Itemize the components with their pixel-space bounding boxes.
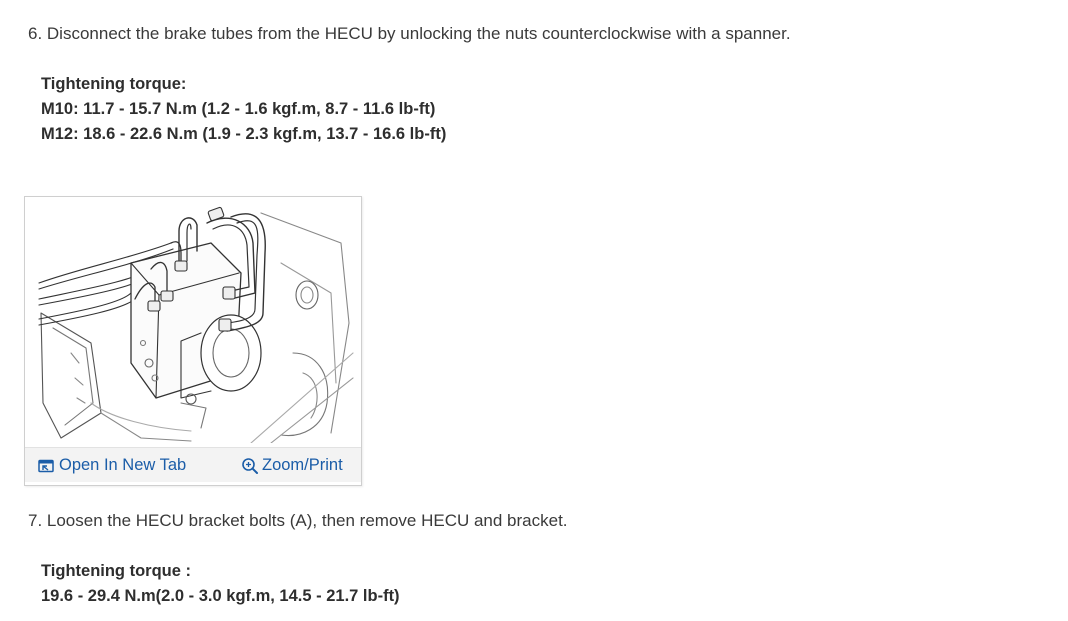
hecu-brake-tubes-illustration (31, 203, 355, 443)
hecu-illustration-card (24, 196, 362, 486)
step-7-torque-block (41, 559, 400, 609)
step-6-torque-block (41, 72, 446, 147)
open-in-new-tab-label: Open In New Tab (59, 456, 187, 474)
torque-spec: 19.6 - 29.4 N.m(2.0 - 3.0 kgf.m, 14.5 - 21.7 lb-ft) (41, 587, 400, 605)
zoom-print-label: Zoom/Print (262, 456, 343, 474)
figure-actions-bar (25, 447, 361, 482)
torque-spec-m10: M10: 11.7 - 15.7 N.m (1.2 - 1.6 kgf.m, 8.7 - 11.6 lb-ft) (41, 100, 436, 118)
torque-title: Tightening torque: (41, 75, 187, 93)
open-new-tab-icon (38, 459, 54, 473)
zoom-print-link[interactable] (241, 456, 343, 475)
open-in-new-tab-link[interactable] (38, 456, 186, 475)
zoom-magnifier-icon (241, 457, 259, 475)
step-7-instruction: 7. Loosen the HECU bracket bolts (A), then remove HECU and bracket. (28, 511, 568, 530)
step-6-instruction: 6. Disconnect the brake tubes from the HECU by unlocking the nuts counterclockwise with a spanner. (28, 24, 791, 43)
torque-spec-m12: M12: 18.6 - 22.6 N.m (1.9 - 2.3 kgf.m, 13.7 - 16.6 lb-ft) (41, 125, 447, 143)
torque-title: Tightening torque : (41, 562, 192, 580)
